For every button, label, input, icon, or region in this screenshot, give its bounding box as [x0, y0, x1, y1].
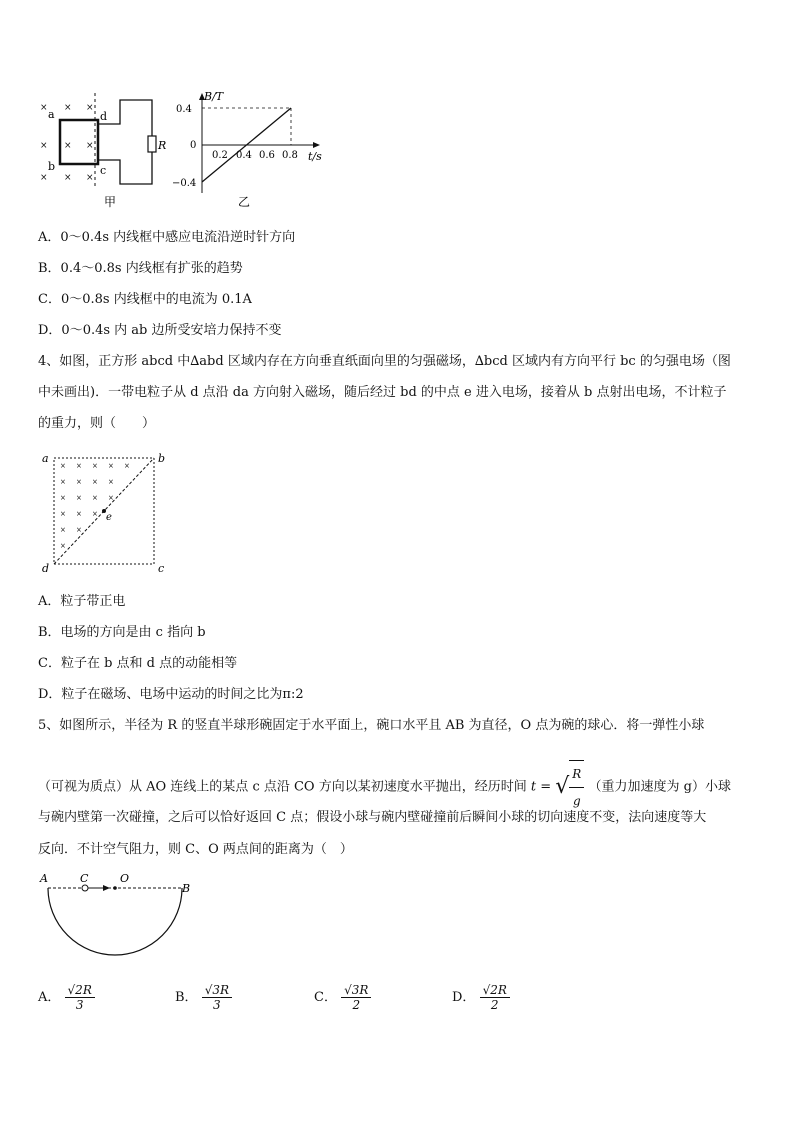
q4-option-c: C．粒子在 b 点和 d 点的动能相等	[38, 656, 238, 671]
field-cross-mark: ×	[60, 478, 66, 486]
y-tick-neg0.4: −0.4	[172, 178, 197, 189]
q5-option-c	[314, 983, 371, 1012]
field-cross-mark: ×	[92, 494, 98, 502]
q4-stem-line2: 中未画出)．一带电粒子从 d 点沿 da 方向射入磁场，随后经过 bd 的中点 e 进入电场，接着从 b 点射出电场，不计粒子	[38, 385, 727, 400]
q5-option-c-fraction	[341, 983, 371, 1012]
field-cross-mark: ×	[60, 526, 66, 534]
q5-option-b-letter: B．	[175, 990, 198, 1005]
q5-stem-line2	[38, 760, 731, 814]
label-e: e	[106, 512, 112, 523]
formula-den: g	[572, 794, 581, 808]
q5-option-d-den: 2	[490, 998, 499, 1012]
q4-option-a: A．粒子带正电	[38, 594, 126, 609]
q4-option-b: B．电场的方向是由 c 指向 b	[38, 625, 206, 640]
svg-text:×: ×	[40, 141, 48, 151]
field-cross-mark: ×	[108, 478, 114, 486]
q5-option-a-den: 3	[75, 998, 84, 1012]
label-d: d	[100, 110, 108, 123]
svg-text:×: ×	[64, 173, 72, 183]
label-R: R	[158, 139, 167, 152]
formula-sqrt-fraction: √ $\frac{R}{g}$	[555, 760, 584, 814]
q5-option-d-num: √2R	[480, 983, 510, 998]
x-tick-0.2: 0.2	[212, 150, 228, 161]
label-O: O	[120, 872, 130, 885]
field-cross-mark: ×	[76, 526, 82, 534]
label-a: a	[48, 108, 55, 121]
q5-option-d	[452, 983, 510, 1012]
field-cross-mark: ×	[76, 510, 82, 518]
q5-stem-line3: 与碗内壁第一次碰撞，之后可以恰好返回 C 点；假设小球与碗内壁碰撞前后瞬间小球的切向速度不变，法向速度等大	[38, 810, 707, 825]
svg-text:×: ×	[40, 173, 48, 183]
caption-jia: 甲	[104, 195, 117, 209]
formula-num: R	[569, 761, 584, 788]
figure-jia	[30, 88, 170, 213]
y-axis-label: B/T	[204, 90, 224, 103]
q5-option-b-den: 3	[213, 998, 221, 1012]
field-cross-mark: ×	[60, 494, 66, 502]
q5-option-b	[175, 983, 232, 1012]
q5-option-c-den: 2	[352, 998, 361, 1012]
q5-option-b-num: √3R	[202, 983, 232, 998]
svg-text:×: ×	[40, 103, 48, 113]
label-d: d	[42, 562, 50, 575]
x-tick-0.8: 0.8	[282, 150, 298, 161]
label-a: a	[42, 452, 49, 465]
svg-text:×: ×	[86, 103, 94, 113]
svg-text:×: ×	[64, 103, 72, 113]
q5-option-a-fraction	[65, 983, 95, 1012]
field-cross-mark: ×	[60, 462, 66, 470]
svg-text:×: ×	[86, 141, 94, 151]
q5-stem-line2-post: （重力加速度为 g）小球	[588, 779, 731, 795]
label-b: b	[158, 452, 166, 465]
figure-yi-bt-graph	[170, 88, 330, 213]
q5-option-c-letter: C．	[314, 990, 337, 1005]
q5-option-d-letter: D．	[452, 990, 476, 1005]
field-cross-mark: ×	[92, 478, 98, 486]
y-tick-0.4: 0.4	[176, 104, 192, 115]
q3-option-c: C．0～0.8s 内线框中的电流为 0.1A	[38, 292, 252, 307]
y-tick-0: 0	[190, 140, 197, 151]
q5-option-a	[38, 983, 95, 1012]
svg-text:×: ×	[64, 141, 72, 151]
x-tick-0.4: 0.4	[236, 150, 252, 161]
q3-option-b: B．0.4～0.8s 内线框有扩张的趋势	[38, 261, 243, 276]
q5-stem-line1: 5、如图所示，半径为 R 的竖直半球形碗固定于水平面上，碗口水平且 AB 为直径，O 点为碗的球心．将一弹性小球	[38, 718, 705, 733]
q4-option-d: D．粒子在磁场、电场中运动的时间之比为π:2	[38, 687, 304, 702]
field-cross-mark: ×	[60, 510, 66, 518]
q3-option-a: A．0～0.4s 内线框中感应电流沿逆时针方向	[38, 230, 296, 245]
q5-option-a-letter: A．	[38, 990, 61, 1005]
q5-stem-line4: 反向．不计空气阻力，则 C、O 两点间的距离为（ ）	[38, 842, 353, 857]
x-tick-0.6: 0.6	[259, 150, 275, 161]
field-cross-mark: ×	[108, 462, 114, 470]
caption-yi: 乙	[238, 195, 251, 209]
field-cross-mark: ×	[76, 494, 82, 502]
field-cross-mark: ×	[124, 462, 130, 470]
label-B: B	[182, 882, 191, 895]
field-cross-mark: ×	[76, 478, 82, 486]
q5-bowl-figure	[36, 870, 201, 975]
q5-option-b-fraction	[202, 983, 232, 1012]
q5-option-c-num: √3R	[341, 983, 371, 998]
q4-stem-line3: 的重力，则（ ）	[38, 416, 156, 431]
label-C: C	[80, 872, 89, 885]
q3-option-d: D．0～0.4s 内 ab 边所受安培力保持不变	[38, 323, 282, 338]
label-c: c	[158, 562, 165, 575]
svg-text:×: ×	[86, 173, 94, 183]
label-c: c	[100, 164, 107, 177]
formula-t: t =	[530, 779, 552, 795]
x-axis-label: t/s	[308, 150, 322, 163]
q4-square-figure	[38, 450, 173, 575]
q5-option-a-num: √2R	[65, 983, 95, 998]
label-b: b	[48, 160, 56, 173]
q4-stem-line1: 4、如图，正方形 abcd 中∆abd 区域内存在方向垂直纸面向里的匀强磁场，∆bcd 区域内有方向平行 bc 的匀强电场（图	[38, 354, 731, 369]
field-cross-mark: ×	[92, 462, 98, 470]
q5-option-d-fraction	[480, 983, 510, 1012]
field-cross-mark: ×	[92, 510, 98, 518]
q5-stem-line2-pre: （可视为质点）从 AO 连线上的某点 c 点沿 CO 方向以某初速度水平抛出，经历时间	[38, 779, 527, 795]
field-cross-mark: ×	[60, 542, 66, 550]
field-cross-mark: ×	[108, 494, 114, 502]
field-cross-mark: ×	[76, 462, 82, 470]
label-A: A	[40, 872, 48, 885]
